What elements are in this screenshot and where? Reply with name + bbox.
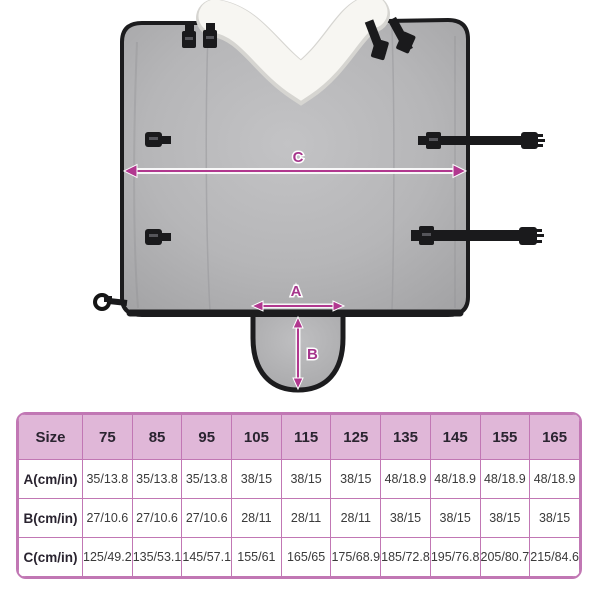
- column-header-85: 85: [132, 415, 182, 460]
- dimension-b-label: B: [307, 346, 318, 363]
- right-strap-upper: [418, 132, 545, 149]
- table-cell: 155/61: [232, 538, 282, 577]
- table-cell: 27/10.6: [132, 499, 182, 538]
- table-cell: 35/13.8: [132, 460, 182, 499]
- table-cell: 48/18.9: [381, 460, 431, 499]
- column-header-165: 165: [530, 415, 580, 460]
- table-cell: 28/11: [281, 499, 331, 538]
- table-cell: 38/15: [530, 499, 580, 538]
- table-cell: 38/15: [381, 499, 431, 538]
- column-header-105: 105: [232, 415, 282, 460]
- dimension-c-label: C: [292, 149, 304, 166]
- column-header-125: 125: [331, 415, 381, 460]
- table-cell: 27/10.6: [182, 499, 232, 538]
- table-cell: 35/13.8: [83, 460, 133, 499]
- table-cell: 215/84.6: [530, 538, 580, 577]
- table-cell: 195/76.8: [430, 538, 480, 577]
- right-strap-lower: [411, 226, 544, 245]
- table-row: [19, 538, 580, 577]
- table-header-row: [19, 415, 580, 460]
- table-cell: 145/57.1: [182, 538, 232, 577]
- table-cell: 38/15: [232, 460, 282, 499]
- table-cell: 205/80.7: [480, 538, 530, 577]
- column-header-95: 95: [182, 415, 232, 460]
- column-header-155: 155: [480, 415, 530, 460]
- column-header-size: Size: [19, 415, 83, 460]
- table-cell: 38/15: [331, 460, 381, 499]
- table-cell: 165/65: [281, 538, 331, 577]
- table-cell: 175/68.9: [331, 538, 381, 577]
- table-cell: 48/18.9: [430, 460, 480, 499]
- table-cell: 185/72.8: [381, 538, 431, 577]
- table-cell: 38/15: [281, 460, 331, 499]
- table-cell: 38/15: [480, 499, 530, 538]
- table-row: [19, 460, 580, 499]
- row-label: B(cm/in): [19, 499, 83, 538]
- table-row: [19, 499, 580, 538]
- table-cell: 48/18.9: [530, 460, 580, 499]
- table-cell: 125/49.2: [83, 538, 133, 577]
- column-header-115: 115: [281, 415, 331, 460]
- table-cell: 135/53.1: [132, 538, 182, 577]
- table-cell: 28/11: [232, 499, 282, 538]
- table-cell: 48/18.9: [480, 460, 530, 499]
- column-header-145: 145: [430, 415, 480, 460]
- table-cell: 27/10.6: [83, 499, 133, 538]
- table-cell: 35/13.8: [182, 460, 232, 499]
- row-label: A(cm/in): [19, 460, 83, 499]
- column-header-75: 75: [83, 415, 133, 460]
- table-cell: 28/11: [331, 499, 381, 538]
- table-cell: 38/15: [430, 499, 480, 538]
- size-table: [18, 414, 580, 577]
- row-label: C(cm/in): [19, 538, 83, 577]
- column-header-135: 135: [381, 415, 431, 460]
- dimension-a-label: A: [290, 283, 302, 300]
- size-table-container: [16, 412, 582, 579]
